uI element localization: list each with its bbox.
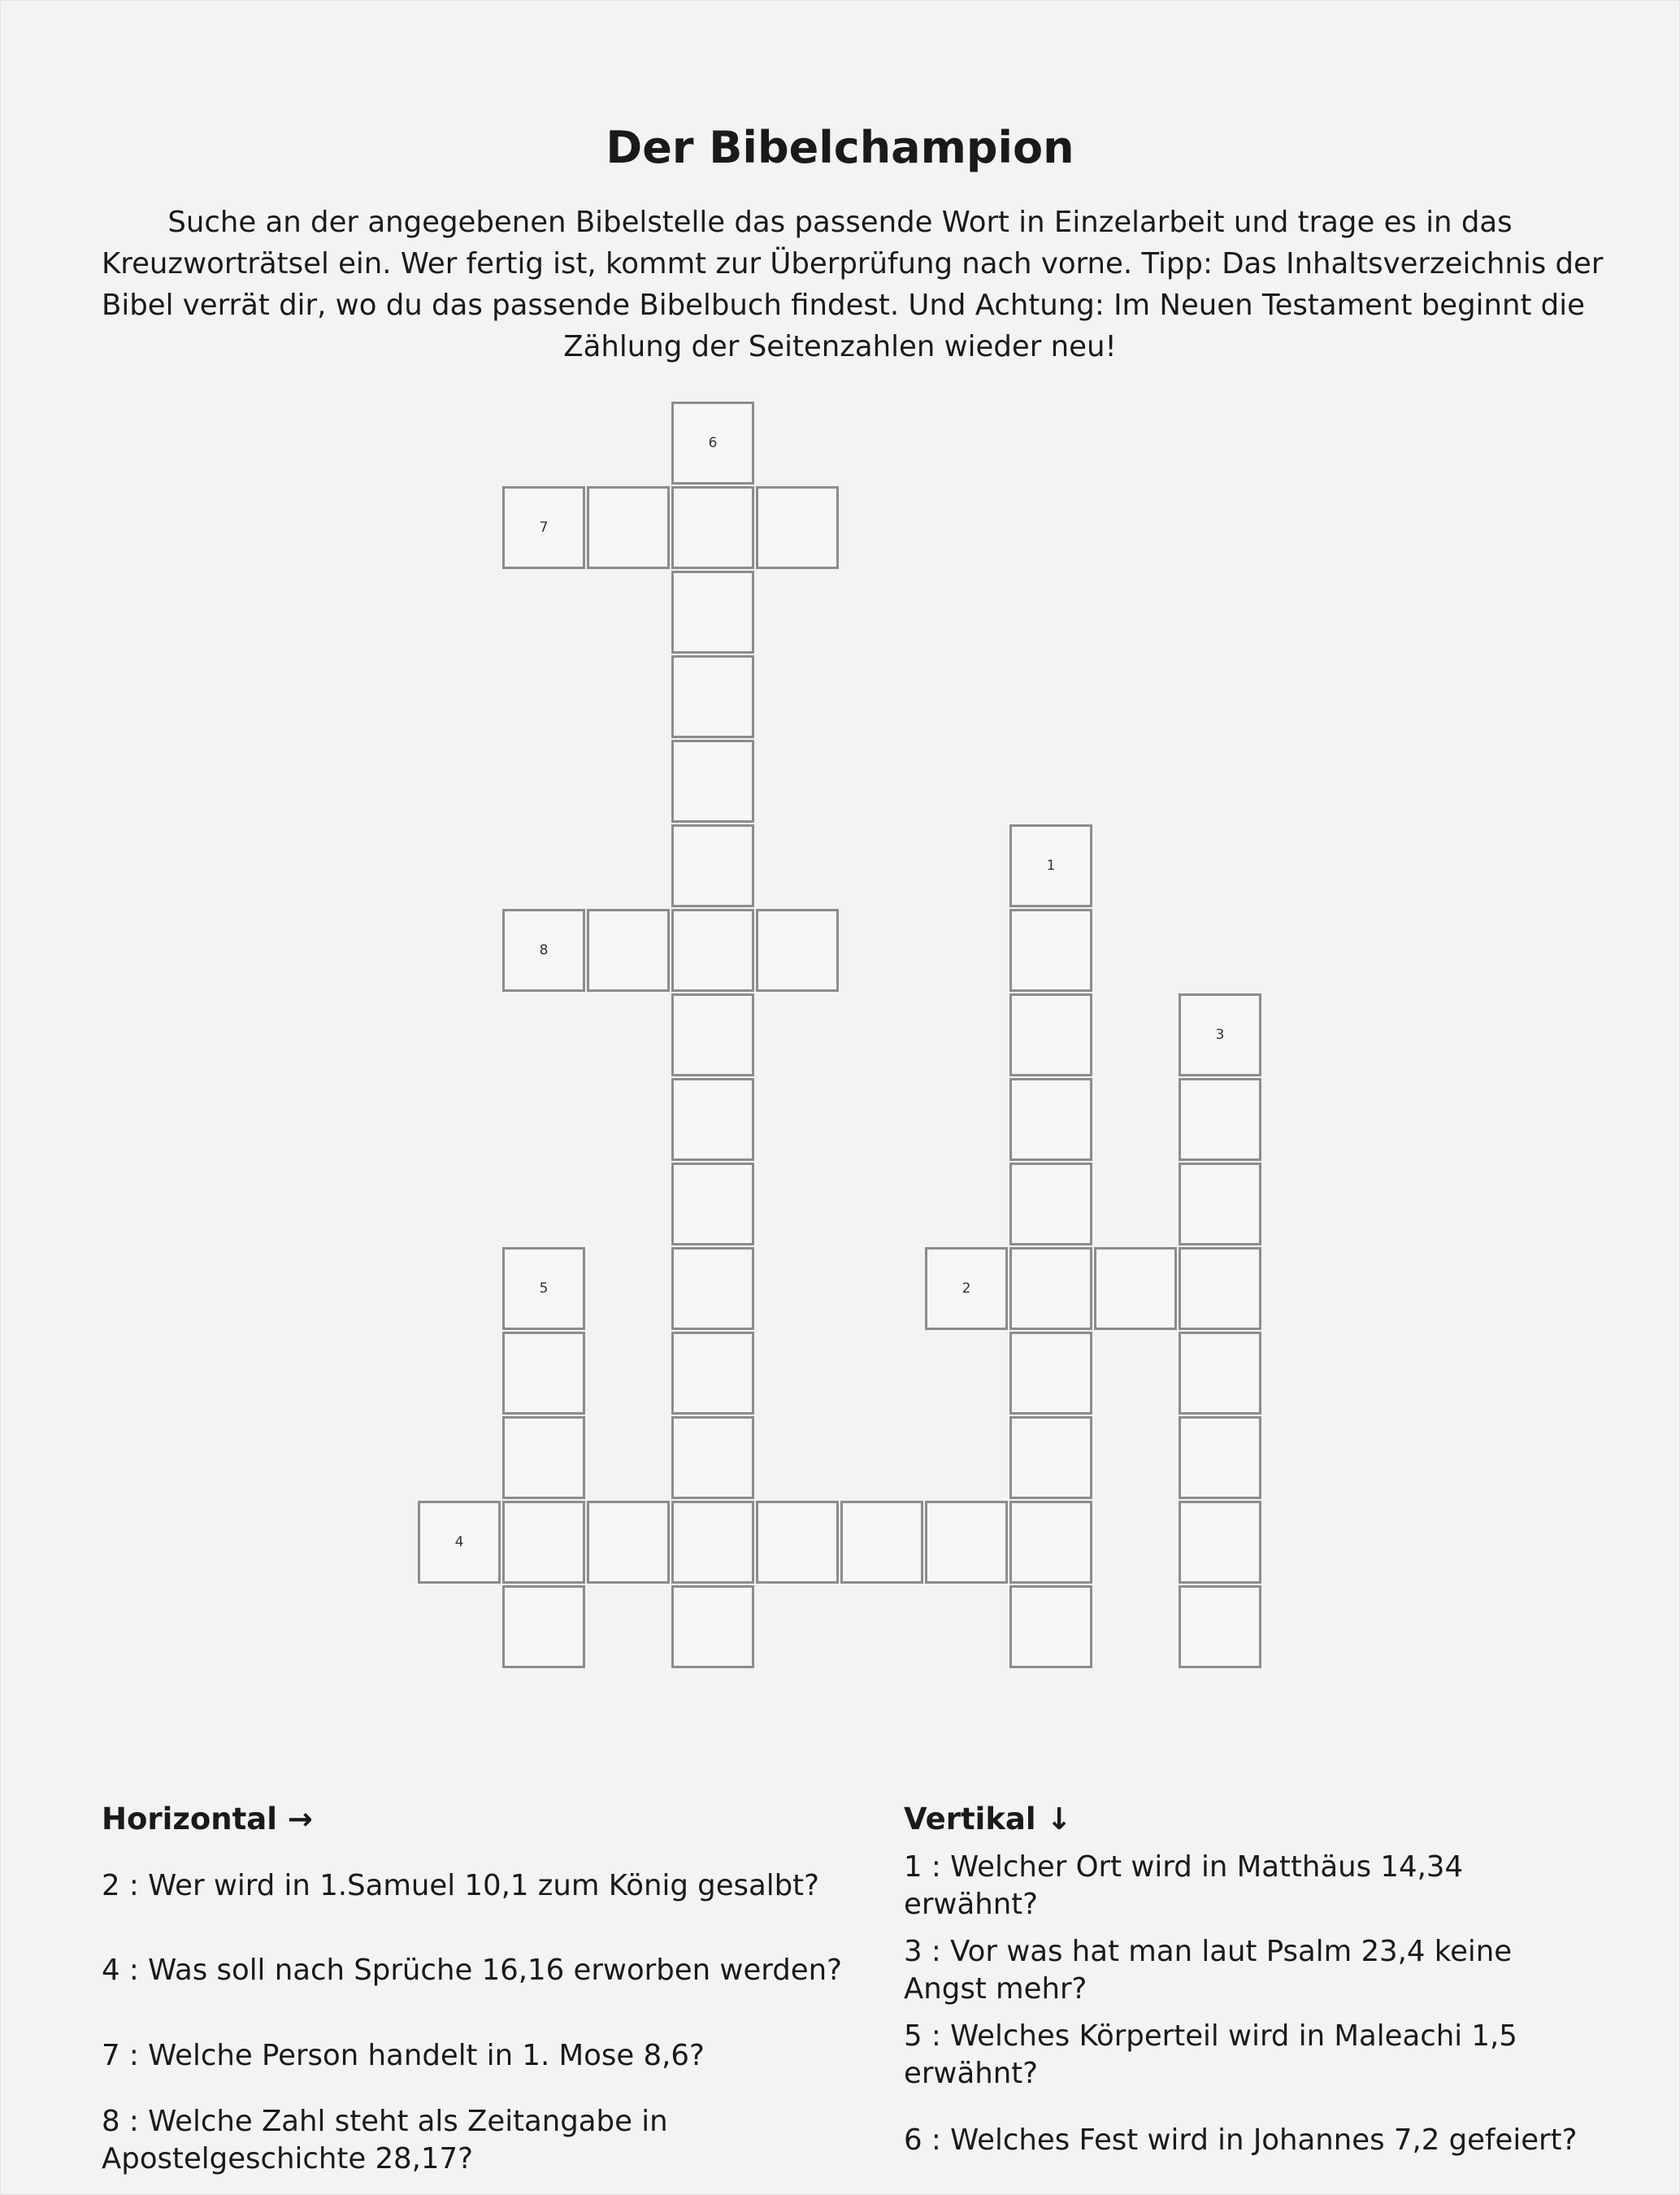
- crossword-cell[interactable]: [502, 1416, 585, 1499]
- clue-vertical-6: 6 : Welches Fest wird in Johannes 7,2 gefeiert?: [904, 2123, 1578, 2157]
- clue-vertical-1: 1 : Welcher Ort wird in Matthäus 14,34 erwähnt?: [904, 1850, 1464, 1921]
- crossword-cell[interactable]: [1009, 909, 1092, 992]
- clue-number-2: 2: [962, 1280, 971, 1297]
- clue-number-6: 6: [708, 435, 718, 451]
- crossword-cell[interactable]: [671, 1078, 754, 1161]
- crossword-cell[interactable]: [1179, 1163, 1261, 1245]
- crossword-cell[interactable]: [1009, 824, 1092, 907]
- crossword-cell[interactable]: [1009, 1501, 1092, 1584]
- crossword-cell[interactable]: [671, 1163, 754, 1245]
- clue-number-7: 7: [539, 519, 549, 536]
- crossword-cell[interactable]: [587, 486, 670, 569]
- crossword-cell[interactable]: [502, 1501, 585, 1584]
- crossword-cell[interactable]: [1009, 1247, 1092, 1330]
- crossword-cell[interactable]: [1179, 993, 1261, 1076]
- crossword-cell[interactable]: [671, 486, 754, 569]
- crossword-cell[interactable]: [671, 824, 754, 907]
- clue-number-1: 1: [1046, 858, 1056, 874]
- crossword-cell[interactable]: [671, 1416, 754, 1499]
- crossword-cell[interactable]: [587, 909, 670, 992]
- crossword-cell[interactable]: [502, 1332, 585, 1415]
- worksheet-title: Der Bibelchampion: [606, 122, 1074, 173]
- crossword-cell[interactable]: [1179, 1416, 1261, 1499]
- crossword-cell[interactable]: [1179, 1078, 1261, 1161]
- crossword-cell[interactable]: [756, 909, 839, 992]
- crossword-cell[interactable]: [756, 1501, 839, 1584]
- instructions-line: Zählung der Seitenzahlen wieder neu!: [563, 330, 1117, 363]
- crossword-cell[interactable]: [671, 740, 754, 823]
- clue-number-4: 4: [454, 1534, 464, 1550]
- crossword-cell[interactable]: [502, 1247, 585, 1330]
- clue-vertical-3: 3 : Vor was hat man laut Psalm 23,4 keine Angst mehr?: [904, 1935, 1513, 2006]
- clue-horizontal-7: 7 : Welche Person handelt in 1. Mose 8,6?: [102, 2039, 705, 2072]
- clue-horizontal-2: 2 : Wer wird in 1.Samuel 10,1 zum König gesalbt?: [102, 1869, 819, 1902]
- clue-horizontal-4: 4 : Was soll nach Sprüche 16,16 erworben werden?: [102, 1954, 842, 1987]
- crossword-cell[interactable]: [1094, 1247, 1177, 1330]
- crossword-cell[interactable]: [1179, 1247, 1261, 1330]
- clue-number-5: 5: [539, 1280, 549, 1297]
- crossword-cell[interactable]: [671, 402, 754, 485]
- instructions-line: Kreuzworträtsel ein. Wer fertig ist, kommt zur Überprüfung nach vorne. Tipp: Das Inhaltsverzeichnis der: [102, 247, 1604, 280]
- crossword-cell[interactable]: [502, 486, 585, 569]
- crossword-cell[interactable]: [418, 1501, 501, 1584]
- clue-vertical-5: 5 : Welches Körperteil wird in Maleachi 1,5 erwähnt?: [904, 2019, 1517, 2090]
- crossword-cell[interactable]: [1009, 1585, 1092, 1668]
- crossword-cell[interactable]: [925, 1247, 1008, 1330]
- crossword-cell[interactable]: [1009, 993, 1092, 1076]
- crossword-cell[interactable]: [925, 1501, 1008, 1584]
- crossword-cell[interactable]: [587, 1501, 670, 1584]
- crossword-cell[interactable]: [671, 571, 754, 654]
- crossword-cell[interactable]: [1009, 1078, 1092, 1161]
- clue-horizontal-8: 8 : Welche Zahl steht als Zeitangabe in Apostelgeschichte 28,17?: [102, 2105, 668, 2175]
- crossword-cell[interactable]: [1009, 1416, 1092, 1499]
- crossword-cell[interactable]: [840, 1501, 923, 1584]
- instructions-line: Suche an der angegebenen Bibelstelle das passende Wort in Einzelarbeit und trage es in das: [167, 206, 1513, 239]
- instructions-line: Bibel verrät dir, wo du das passende Bibelbuch findest. Und Achtung: Im Neuen Testament beginnt die: [102, 289, 1585, 322]
- crossword-cell[interactable]: [1009, 1332, 1092, 1415]
- crossword-cell[interactable]: [756, 486, 839, 569]
- crossword-cell[interactable]: [1009, 1163, 1092, 1245]
- crossword-cell[interactable]: [671, 1501, 754, 1584]
- crossword-cell[interactable]: [671, 909, 754, 992]
- crossword-cell[interactable]: [502, 909, 585, 992]
- vertical-heading: Vertikal ↓: [904, 1802, 1072, 1836]
- crossword-cell[interactable]: [671, 993, 754, 1076]
- crossword-cell[interactable]: [1179, 1501, 1261, 1584]
- crossword-cell[interactable]: [671, 655, 754, 738]
- crossword-cell[interactable]: [502, 1585, 585, 1668]
- crossword-cell[interactable]: [1179, 1332, 1261, 1415]
- crossword-cell[interactable]: [671, 1247, 754, 1330]
- clue-number-3: 3: [1215, 1027, 1225, 1043]
- crossword-cell[interactable]: [671, 1585, 754, 1668]
- horizontal-heading: Horizontal →: [102, 1802, 313, 1836]
- crossword-cell[interactable]: [1179, 1585, 1261, 1668]
- crossword-cell[interactable]: [671, 1332, 754, 1415]
- clue-number-8: 8: [539, 942, 549, 958]
